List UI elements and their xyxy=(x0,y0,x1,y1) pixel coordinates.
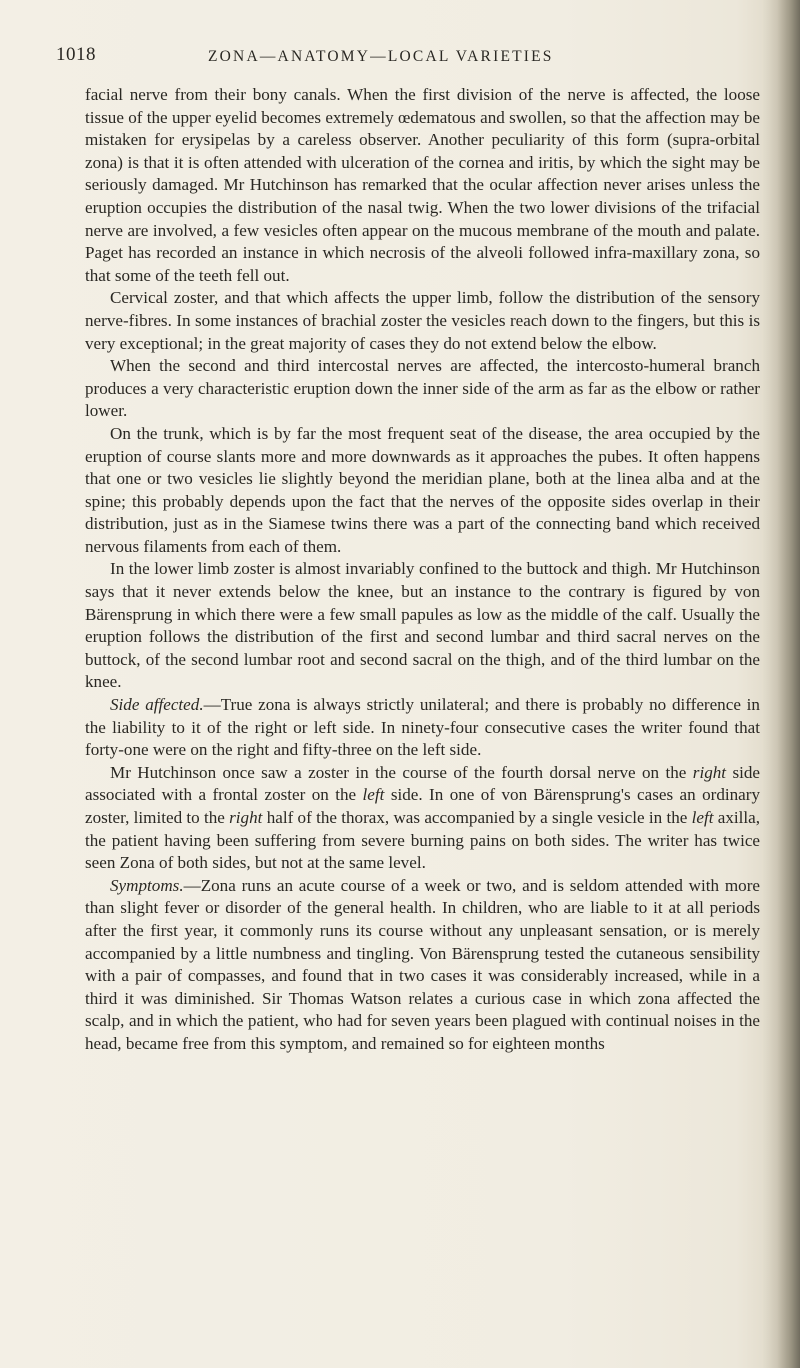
text-run: half of the thorax, was accompanied by a single vesicle in the xyxy=(262,808,692,827)
italic-word: left xyxy=(691,808,714,827)
italic-word: right xyxy=(692,762,727,782)
text-run: side. In one of von Bärensprung's cases an ordinary zoster, limited to the xyxy=(85,785,760,827)
paragraph-side-affected xyxy=(85,694,760,762)
text-run: axilla, the patient having been suffering from severe burning pains on both sides. The writer has twice seen Zona of both sides, but not at the same level. xyxy=(85,808,761,873)
paragraph: Cervical zoster, and that which affects the upper limb, follow the distribution of the sensory nerve-fibres. In some instances of brachial zoster the vesicles reach down to the fingers, but this is very exceptional; in the great majority of cases they do not extend below the elbow. xyxy=(85,288,760,353)
paragraph: In the lower limb zoster is almost invariably confined to the buttock and thigh. Mr Hutchinson says that it never extends below the knee, but an instance to the contrary is figured by von Bärensprung in which there were a few small papules as low as the middle of the calf. Usually the eruption follows the distribution of the first and second lumbar and third sacral nerves on the buttock, of the second lumbar root and second sacral on the thigh, and of the third lumbar on the knee. xyxy=(85,559,760,692)
page-number: 1018 xyxy=(56,44,96,65)
body-text xyxy=(85,84,760,1056)
italic-word: left xyxy=(362,785,385,805)
section-heading: Symptoms. xyxy=(110,875,184,895)
italic-word: right xyxy=(229,808,263,827)
paragraph: facial nerve from their bony canals. When the first division of the nerve is affected, the loose tissue of the upper eyelid becomes extremely œdematous and swollen, so that the affection may be mistaken for erysipelas by a careless observer. Another peculiarity of this form (supra-orbital zona) is that it is often attended with ulceration of the cornea and iritis, by which the sight may be seriously damaged. Mr Hutchinson has remarked that the ocular affection never arises unless the eruption occupies the distribution of the nasal twig. When the two lower divisions of the trifacial nerve are involved, a few vesicles often appear on the mucous membrane of the mouth and palate. Paget has recorded an instance in which necrosis of the alveoli followed infra-maxillary zona, so that some of the teeth fell out. xyxy=(85,85,760,285)
page-header xyxy=(56,44,756,74)
paragraph: When the second and third intercostal nerves are affected, the intercosto-humeral branch produces a very characteristic eruption down the inner side of the arm as far as the elbow or rather lower. xyxy=(85,356,760,421)
text-run: side associated with a frontal zoster on the xyxy=(85,762,760,805)
paragraph-text: —True zona is always strictly unilateral; and there is probably no difference in the liability to it of the right or left side. In ninety-four consecutive cases the writer found that forty-one were on the right and fifty-three on the left side. xyxy=(85,695,760,760)
page-edge-shadow xyxy=(762,0,800,1368)
paragraph-text: —Zona runs an acute course of a week or two, and is seldom attended with more than slight fever or disorder of the general health. In children, who are liable to it at all periods after the first year, it commonly runs its course without any unpleasant sensation, or is merely accompanied by a little numbness and tingling. Von Bärensprung tested the cutaneous sensibility with a pair of compasses, and found that in two cases it was considerably increased, while in a third it was diminished. Sir Thomas Watson relates a curious case in which zona affected the scalp, and in which the patient, who had for seven years been plagued with continual noises in the head, became free from this symptom, and remained so for eighteen months xyxy=(85,875,760,1053)
paragraph-symptoms xyxy=(85,875,760,1056)
paragraph xyxy=(85,762,760,875)
text-run: Mr Hutchinson once saw a zoster in the course of the fourth dorsal nerve on the xyxy=(110,762,693,782)
running-head: ZONA—ANATOMY—LOCAL VARIETIES xyxy=(208,48,554,65)
paragraph: On the trunk, which is by far the most frequent seat of the disease, the area occupied by the eruption of course slants more and more downwards as it approaches the pubes. It often happens that one or two vesicles lie slightly beyond the meridian plane, both at the linea alba and at the spine; this probably depends upon the fact that the nerves of the opposite sides overlap in their distribution, just as in the Siamese twins there was a part of the connecting band which received nervous filaments from each of them. xyxy=(85,423,760,556)
section-heading: Side affected. xyxy=(110,695,204,715)
